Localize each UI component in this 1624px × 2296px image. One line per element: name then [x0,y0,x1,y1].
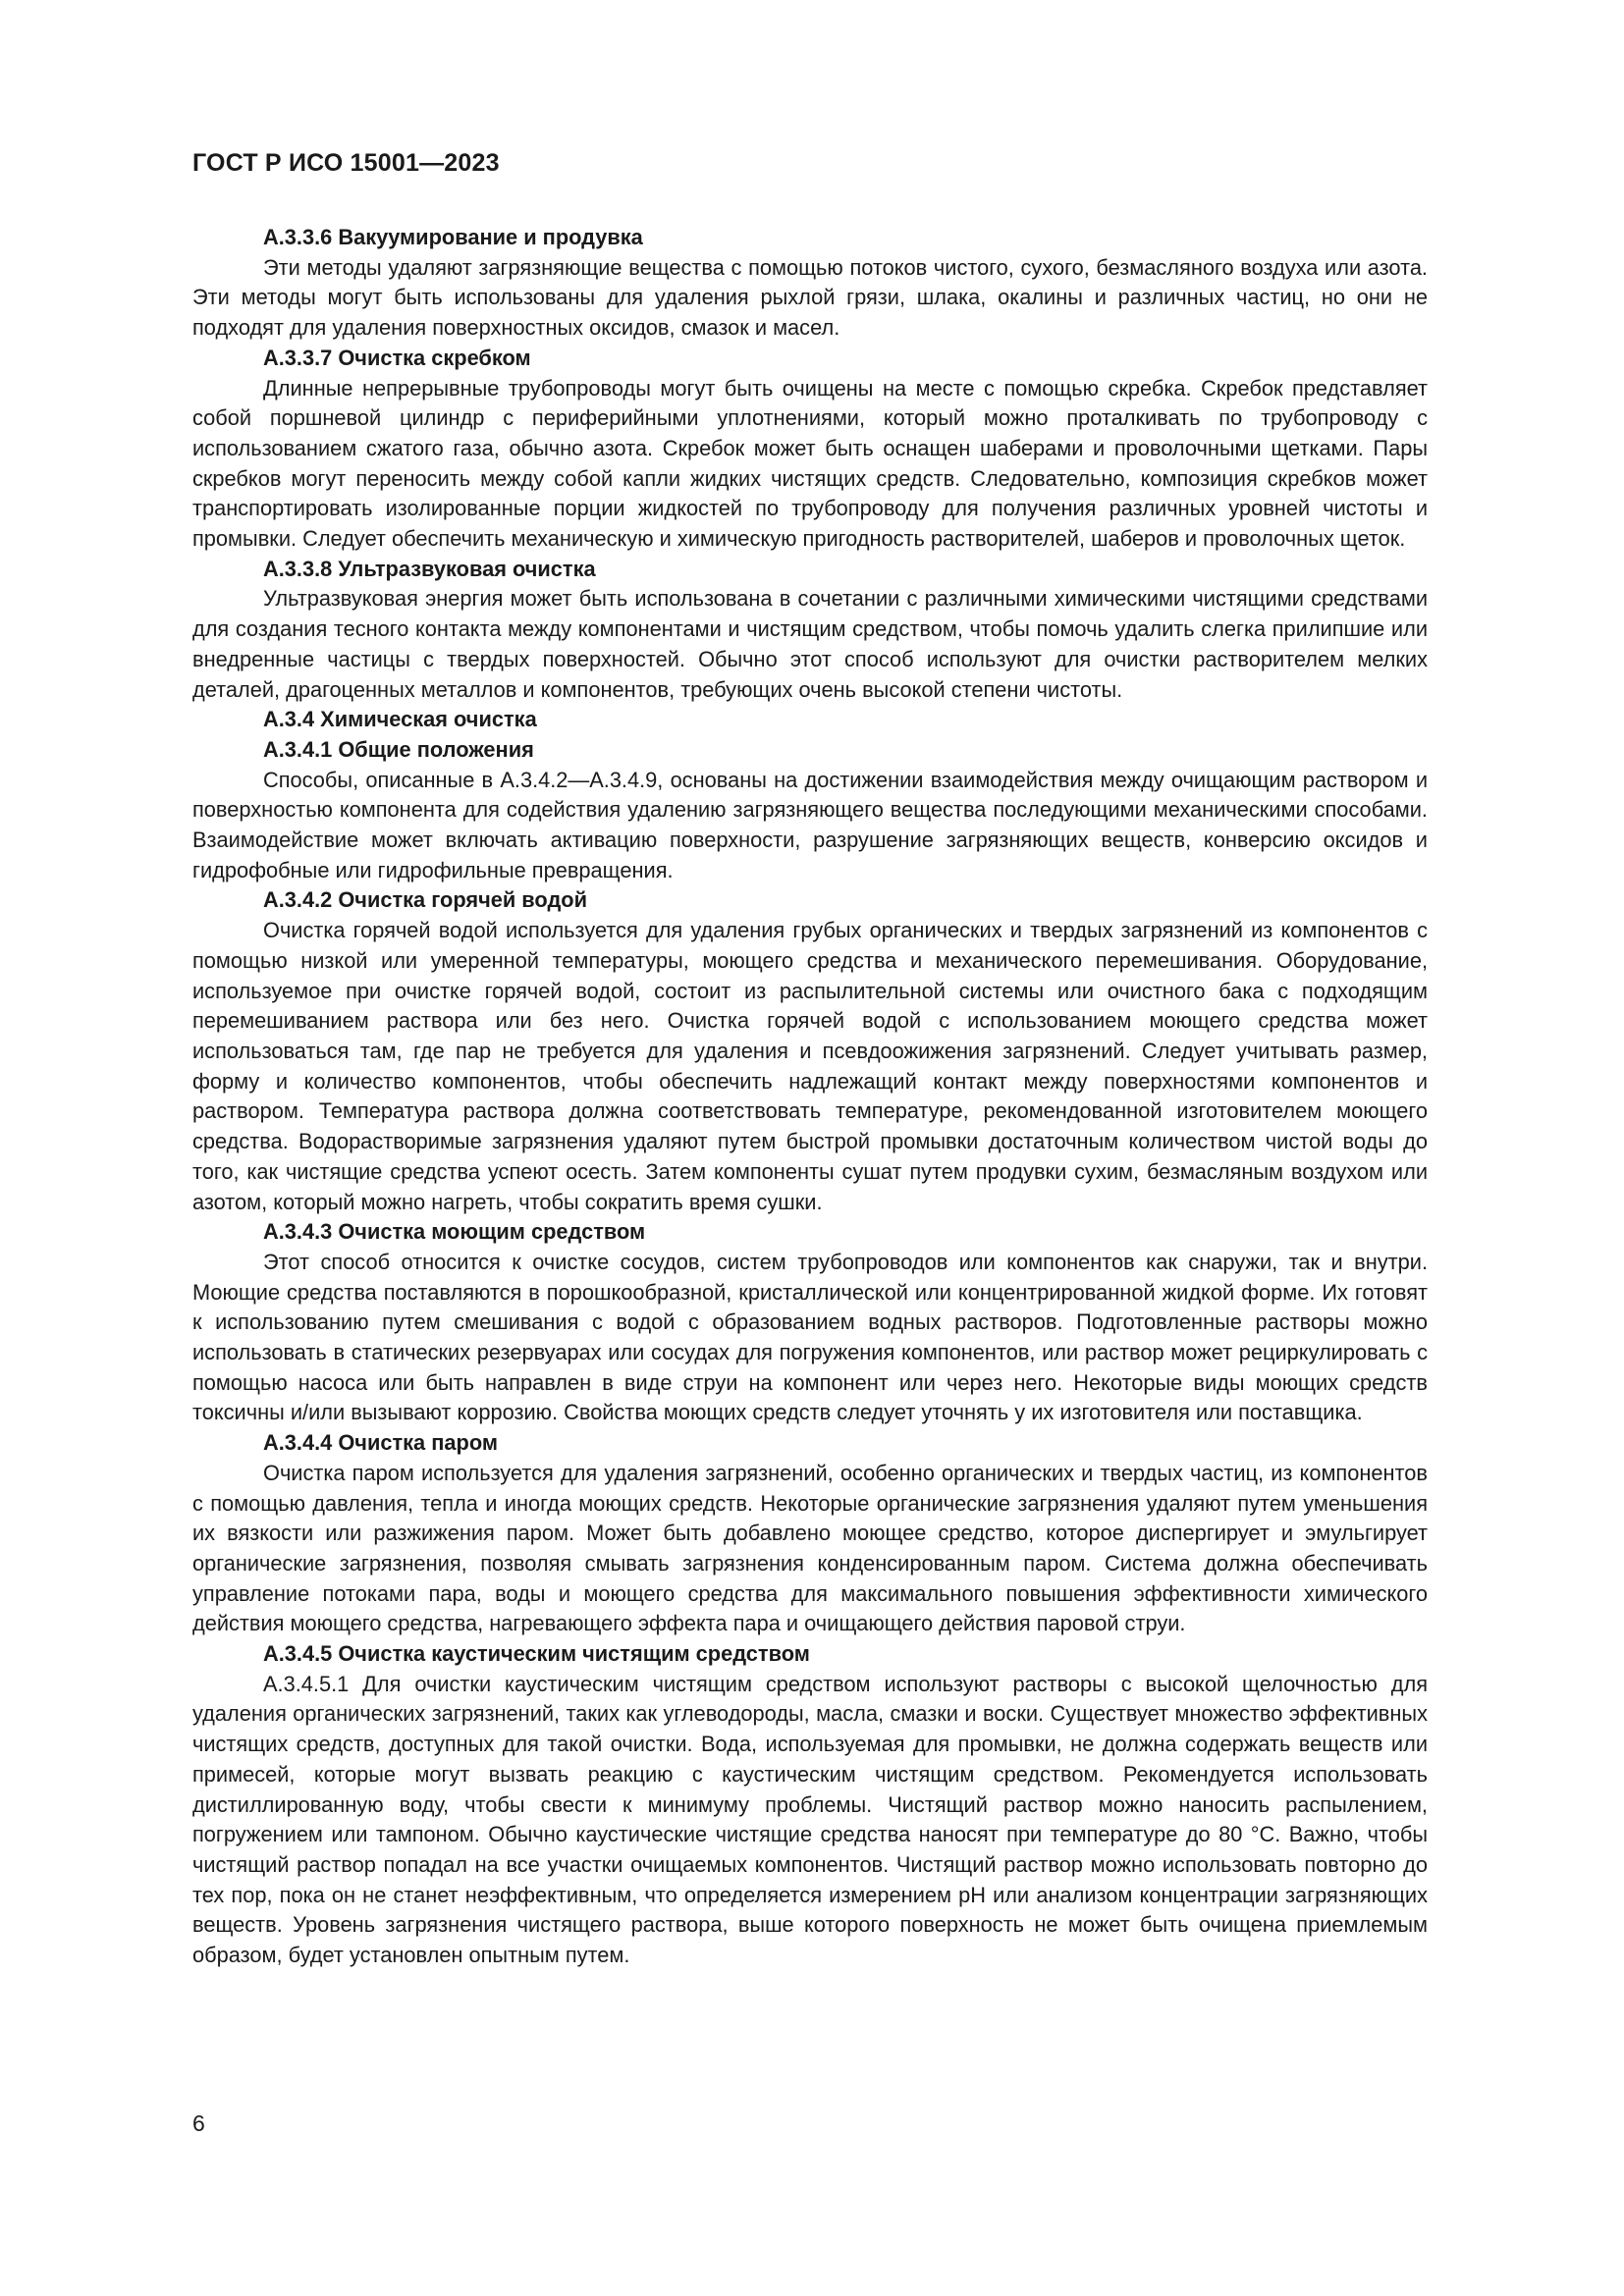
page-number: 6 [192,2110,205,2136]
section-paragraph: Очистка горячей водой используется для удаления грубых органических и твердых загрязнений из компонентов с помощью низкой или умеренной температуры, моющего средства и механического перемешивания. Оборудование, используемое при очистке горячей водой, состоит из распылительной системы или очистного бака с подходящим перемешиванием раствора или без него. Очистка горячей водой с использованием моющего средства может использоваться там, где пар не требуется для удаления и псевдоожижения загрязнений. Следует учитывать размер, форму и количество компонентов, чтобы обеспечить надлежащий контакт между поверхностями компонентов и раствором. Температура раствора должна соответствовать температуре, рекомендованной изготовителем моющего средства. Водорастворимые загрязнения удаляют путем быстрой промывки достаточным количеством чистой воды до того, как чистящие средства успеют осесть. Затем компоненты сушат путем продувки сухим, безмасляным воздухом или азотом, который можно нагреть, чтобы сократить время сушки. [192,918,1428,1214]
section-heading: А.3.4.3 Очистка моющим средством [263,1219,646,1245]
document-header-title: ГОСТ Р ИСО 15001—2023 [192,149,500,177]
section-paragraph: Эти методы удаляют загрязняющие вещества с помощью потоков чистого, сухого, безмасляного воздуха или азота. Эти методы могут быть использованы для удаления рыхлой грязи, шлака, окалины и различных частиц, но они не подходят для удаления поверхностных оксидов, смазок и масел. [192,254,1428,341]
section-paragraph: Способы, описанные в А.3.4.2—А.3.4.9, основаны на достижении взаимодействия между очищающим раствором и поверхностью компонента для содействия удалению загрязняющего вещества последующими механическими способами. Взаимодействие может включать активацию поверхности, разрушение загрязняющих веществ, конверсию оксидов и гидрофобные или гидрофильные превращения. [192,767,1428,882]
section-paragraph: Длинные непрерывные трубопроводы могут быть очищены на месте с помощью скребка. Скребок представляет собой поршневой цилиндр с периферийными уплотнениями, который можно проталкивать по трубопроводу с использованием сжатого газа, обычно азота. Скребок может быть оснащен шаберами и проволочными щетками. Пары скребков могут переносить между собой капли жидких чистящих средств. Следовательно, композиция скребков может транспортировать изолированные порции жидкостей по трубопроводу для получения различных уровней чистоты и промывки. Следует обеспечить механическую и химическую пригодность растворителей, шаберов и проволочных щеток. [192,375,1428,552]
section-heading: А.3.4.1 Общие положения [263,736,534,762]
section-a3-4-2 [192,885,1428,1217]
section-paragraph: Очистка паром используется для удаления загрязнений, особенно органических и твердых частиц, из компонентов с помощью давления, тепла и иногда моющих средств. Некоторые органические загрязнения удаляют путем уменьшения их вязкости или разжижения паром. Может быть добавлено моющее средство, которое диспергирует и эмульгирует органические загрязнения, позволяя смывать загрязнения конденсированным паром. Система должна обеспечивать управление потоками пара, воды и моющего средства для максимального повышения эффективности химического действия моющего средства, нагревающего эффекта пара и очищающего действия паровой струи. [192,1460,1428,1636]
section-heading: А.3.4.4 Очистка паром [263,1430,498,1456]
section-heading: А.3.4.5 Очистка каустическим чистящим средством [263,1641,810,1667]
section-heading: А.3.3.7 Очистка скребком [263,345,531,370]
document-body [192,223,1428,1971]
section-a3-4 [192,705,1428,735]
section-a3-4-4 [192,1428,1428,1639]
section-paragraph: А.3.4.5.1 Для очистки каустическим чистящим средством используют растворы с высокой щелочностью для удаления органических загрязнений, таких как углеводороды, масла, смазки и воски. Существует множество эффективных чистящих средств, доступных для такой очистки. Вода, используемая для промывки, не должна содержать веществ или примесей, которые могут вызвать реакцию с каустическим чистящим средством. Рекомендуется использовать дистиллированную воду, чтобы свести к минимуму проблемы. Чистящий раствор можно наносить распылением, погружением или тампоном. Обычно каустические чистящие средства наносят при температуре до 80 °С. Важно, чтобы чистящий раствор попадал на все участки очищаемых компонентов. Чистящий раствор можно использовать повторно до тех пор, пока он не станет неэффективным, что определяется измерением pH или анализом концентрации загрязняющих веществ. Уровень загрязнения чистящего раствора, выше которого поверхность не может быть очищена приемлемым образом, будет установлен опытным путем. [192,1671,1428,1968]
section-paragraph: Ультразвуковая энергия может быть использована в сочетании с различными химическими чистящими средствами для создания тесного контакта между компонентами и чистящим средством, чтобы помочь удалить слегка прилипшие или внедренные частицы с твердых поверхностей. Обычно этот способ используют для очистки растворителем мелких деталей, драгоценных металлов и компонентов, требующих очень высокой степени чистоты. [192,586,1428,702]
section-a3-3-7 [192,344,1428,555]
section-heading: А.3.3.8 Ультразвуковая очистка [263,556,596,581]
section-a3-4-1 [192,735,1428,886]
section-heading: А.3.3.6 Вакуумирование и продувка [263,225,643,249]
section-a3-4-3 [192,1217,1428,1428]
section-a3-3-6 [192,223,1428,344]
section-paragraph: Этот способ относится к очистке сосудов, систем трубопроводов или компонентов как снаружи, так и внутри. Моющие средства поставляются в порошкообразной, кристаллической или концентрированной жидкой форме. Их готовят к использованию путем смешивания с водой с образованием водных растворов. Подготовленные растворы можно использовать в статических резервуарах или сосудах для погружения компонентов, или раствор может рециркулировать с помощью насоса или быть направлен в виде струи на компонент или через него. Некоторые виды моющих средств токсичны и/или вызывают коррозию. Свойства моющих средств следует уточнять у их изготовителя или поставщика. [192,1249,1428,1425]
section-heading: А.3.4 Химическая очистка [263,707,537,732]
section-heading: А.3.4.2 Очистка горячей водой [263,887,587,913]
section-a3-3-8 [192,555,1428,706]
section-a3-4-5 [192,1639,1428,1971]
